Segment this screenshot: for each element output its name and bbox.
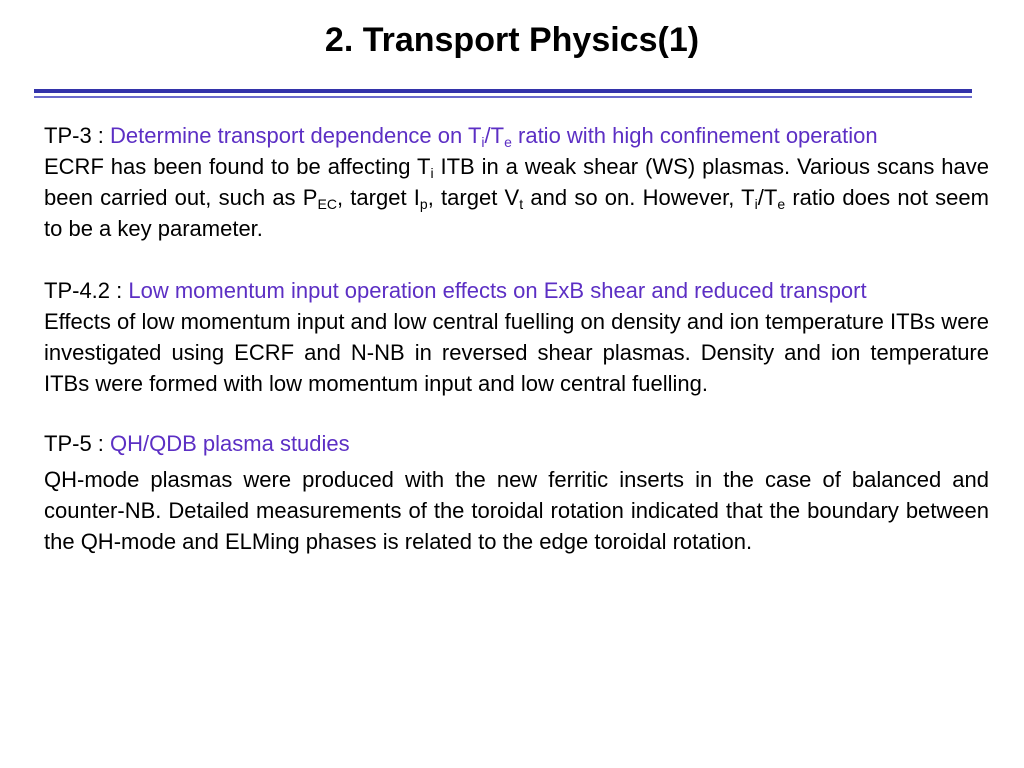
- section-tp5: [44, 428, 989, 557]
- section-tp4-2-label: TP-4.2 :: [44, 278, 129, 303]
- body-text-7: ratio does not seem to be a key parameter.: [44, 185, 989, 241]
- section-tp5-heading: [44, 428, 989, 459]
- subscript-i: i: [430, 165, 434, 181]
- subscript-i: i: [481, 134, 485, 150]
- slide-title: 2. Transport Physics(1): [324, 21, 700, 59]
- body-text-3: , target I: [336, 185, 420, 210]
- section-tp3-body: [44, 151, 989, 244]
- section-tp3: [44, 120, 989, 244]
- title-divider-thin: [34, 96, 972, 98]
- body-text-2: ITB in a weak shear (WS) plasmas. Various scans have been carried out, such as P: [44, 154, 989, 210]
- section-tp5-label: TP-5 :: [44, 431, 111, 456]
- body-text-5: and so on. However, T: [523, 185, 755, 210]
- section-tp4-2-heading: [44, 275, 989, 306]
- subscript-e: e: [777, 196, 786, 212]
- section-tp3-topic: [110, 123, 878, 148]
- topic-text-a: Determine transport dependence on T: [110, 123, 482, 148]
- subscript-i: i: [754, 196, 758, 212]
- section-tp3-heading: [44, 120, 989, 151]
- body-text-6: /T: [757, 185, 778, 210]
- subscript-p: p: [419, 196, 428, 212]
- title-divider-thick: [34, 89, 972, 93]
- section-tp5-topic: QH/QDB plasma studies: [110, 431, 350, 456]
- topic-text-slash: /T: [484, 123, 505, 148]
- subscript-t: t: [519, 196, 524, 212]
- section-tp5-body: QH-mode plasmas were produced with the new ferritic inserts in the case of balanced and counter-NB. Detailed measurements of the toroidal rotation indicated that the boundary between the QH-mode and ELMing phases is related to the edge toroidal rotation.: [44, 467, 989, 554]
- subscript-e: e: [504, 134, 512, 150]
- section-tp4-2-topic: Low momentum input operation effects on ExB shear and reduced transport: [128, 278, 867, 303]
- section-tp4-2: [44, 275, 989, 399]
- section-tp4-2-body: Effects of low momentum input and low central fuelling on density and ion temperature ITBs were investigated using ECRF and N-NB in reversed shear plasmas. Density and ion temperature ITBs were formed with low momentum input and low central fuelling.: [44, 309, 989, 396]
- slide-content: [44, 120, 989, 557]
- topic-text-b: ratio with high confinement operation: [511, 123, 878, 148]
- subscript-ec: EC: [317, 196, 337, 212]
- body-text-4: , target V: [427, 185, 520, 210]
- section-tp3-label: TP-3 :: [44, 123, 111, 148]
- body-text-1: ECRF has been found to be affecting T: [44, 154, 431, 179]
